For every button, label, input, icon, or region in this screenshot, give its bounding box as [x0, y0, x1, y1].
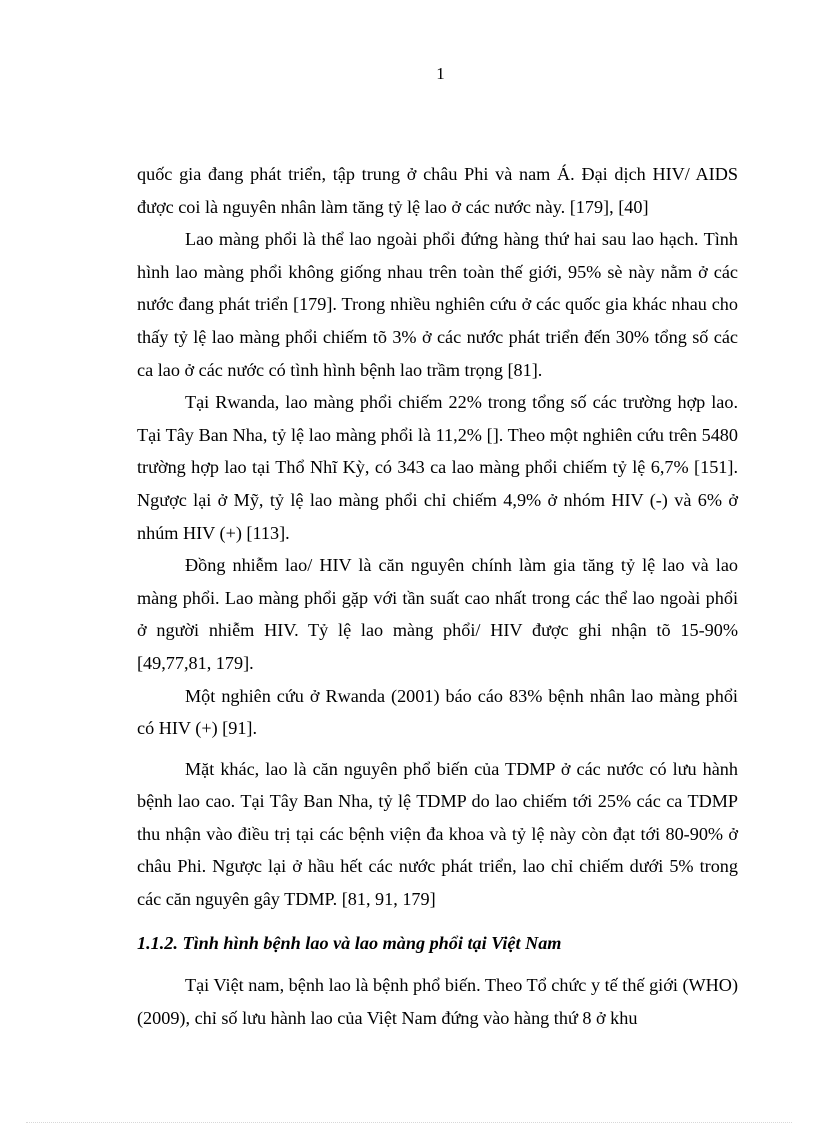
paragraph-continuation: quốc gia đang phát triển, tập trung ở châu Phi và nam Á. Đại dịch HIV/ AIDS được coi là nguyên nhân làm tăng tỷ lệ lao ở các nước này. [179], [40]: [137, 164, 738, 217]
document-body: [137, 158, 738, 1034]
paragraph-pleural-effusion-causes: Mặt khác, lao là căn nguyên phổ biến của TDMP ở các nước có lưu hành bệnh lao cao. Tại Tây Ban Nha, tỷ lệ TDMP do lao chiếm tới 25% các ca TDMP thu nhận vào điều trị tại các bệnh viện đa khoa và tỷ lệ này còn đạt tới 80-90% ở châu Phi. Ngược lại ở hầu hết các nước phát triển, lao chỉ chiếm dưới 5% trong các căn nguyên gây TDMP. [81, 91, 179]: [137, 758, 738, 910]
paragraph-vietnam: Tại Việt nam, bệnh lao là bệnh phổ biến. Theo Tổ chức y tế thế giới (WHO) (2009), chỉ số lưu hành lao của Việt Nam đứng vào hàng thứ 8 ở khu: [137, 975, 738, 1028]
page-number: 1: [436, 64, 445, 83]
paragraph-pleural-tb-overview: Lao màng phổi là thể lao ngoài phổi đứng hàng thứ hai sau lao hạch. Tình hình lao màng phổi không giống nhau trên toàn thế giới, 95% sè này nằm ở các nước đang phát triển [179]. Trong nhiều nghiên cứu ở các quốc gia khác nhau cho thấy tỷ lệ lao màng phổi chiếm tõ 3% ở các nước phát triển đến 30% tổng số các ca lao ở các nước có tình hình bệnh lao trầm trọng [81].: [137, 229, 738, 380]
paragraph-hiv-coinfection: Đồng nhiễm lao/ HIV là căn nguyên chính làm gia tăng tỷ lệ lao và lao màng phổi. Lao màng phổi gặp với tần suất cao nhất trong các thể lao ngoài phổi ở người nhiễm HIV. Tỷ lệ lao màng phổi/ HIV được ghi nhận tõ 15-90% [49,77,81, 179].: [137, 555, 738, 673]
paragraph-rwanda-study: Một nghiên cứu ở Rwanda (2001) báo cáo 83% bệnh nhân lao màng phổi có HIV (+) [91].: [137, 685, 738, 739]
paragraph-country-rates: Tại Rwanda, lao màng phổi chiếm 22% trong tổng số các trường hợp lao. Tại Tây Ban Nha, tỷ lệ lao màng phổi là 11,2% []. Theo một nghiên cứu trên 5480 trường hợp lao tại Thổ Nhĩ Kỳ, có 343 ca lao màng phổi chiếm tỷ lệ 6,7% [151]. Ngược lại ở Mỹ, tỷ lệ lao màng phổi chỉ chiếm 4,9% ở nhóm HIV (-) và 6% ở nhúm HIV (+) [113].: [137, 392, 738, 543]
section-heading: 1.1.2. Tình hình bệnh lao và lao màng phổi tại Việt Nam: [137, 932, 562, 953]
